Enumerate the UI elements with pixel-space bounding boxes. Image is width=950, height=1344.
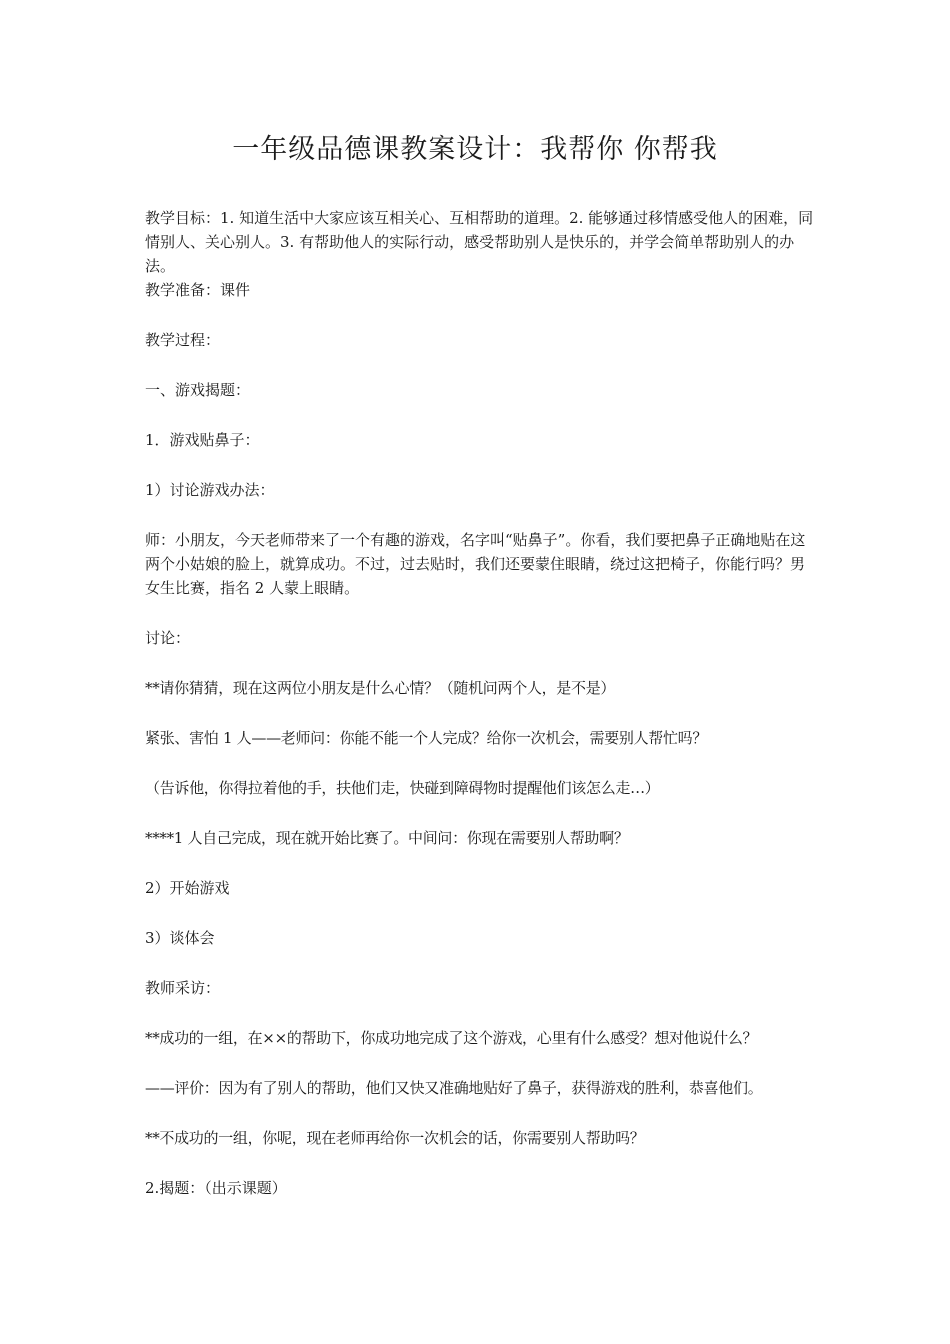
paragraph-discussion-label: 讨论： xyxy=(145,629,191,647)
paragraph-game-title: 1．游戏贴鼻子： xyxy=(145,431,260,449)
paragraph-preparation: 教学准备：课件 xyxy=(145,281,251,299)
paragraph-nervous: 紧张、害怕 1 人——老师问：你能不能一个人完成？给你一次机会，需要别人帮忙吗？ xyxy=(145,729,708,747)
paragraph-section-one: 一、游戏揭题： xyxy=(145,381,251,399)
paragraph-tell-him: （告诉他，你得拉着他的手，扶他们走，快碰到障碍物时提醒他们该怎么走…） xyxy=(145,779,660,797)
paragraph-objectives: 教学目标：1. 知道生活中大家应该互相关心、互相帮助的道理。2. 能够通过移情感受他人的困难，同情别人、关心别人。3. 有帮助他人的实际行动，感受帮助别人是快乐的，并学会简单帮助别人的办法。 xyxy=(145,209,814,275)
paragraph-evaluation: ——评价：因为有了别人的帮助，他们又快又准确地贴好了鼻子，获得游戏的胜利，恭喜他们。 xyxy=(145,1079,763,1097)
paragraph-share-feelings: 3）谈体会 xyxy=(145,929,215,947)
document-body xyxy=(145,206,817,1200)
paragraph-reveal-topic: 2.揭题：（出示课题） xyxy=(145,1179,287,1197)
paragraph-guess-feeling: **请你猜猜，现在这两位小朋友是什么心情？（随机问两个人，是不是） xyxy=(145,679,616,697)
paragraph-process-heading: 教学过程： xyxy=(145,331,221,349)
paragraph-start-game: 2）开始游戏 xyxy=(145,879,230,897)
paragraph-self-complete: ****1 人自己完成，现在就开始比赛了。中间问：你现在需要别人帮助啊？ xyxy=(145,829,629,847)
document-title: 一年级品德课教案设计：我帮你 你帮我 xyxy=(232,134,718,165)
paragraph-successful-group: **成功的一组，在××的帮助下，你成功地完成了这个游戏，心里有什么感受？想对他说什么？ xyxy=(145,1029,758,1047)
paragraph-teacher-interview: 教师采访： xyxy=(145,979,221,997)
paragraph-unsuccessful-group: **不成功的一组，你呢，现在老师再给你一次机会的话，你需要别人帮助吗？ xyxy=(145,1129,645,1147)
paragraph-discuss-method: 1）讨论游戏办法： xyxy=(145,481,275,499)
paragraph-teacher-intro: 师：小朋友，今天老师带来了一个有趣的游戏，名字叫“贴鼻子”。你看，我们要把鼻子正确地贴在这两个小姑娘的脸上，就算成功。不过，过去贴时，我们还要蒙住眼睛，绕过这把椅子，你能行吗？男女生比赛，指名 2 人蒙上眼睛。 xyxy=(145,531,806,597)
